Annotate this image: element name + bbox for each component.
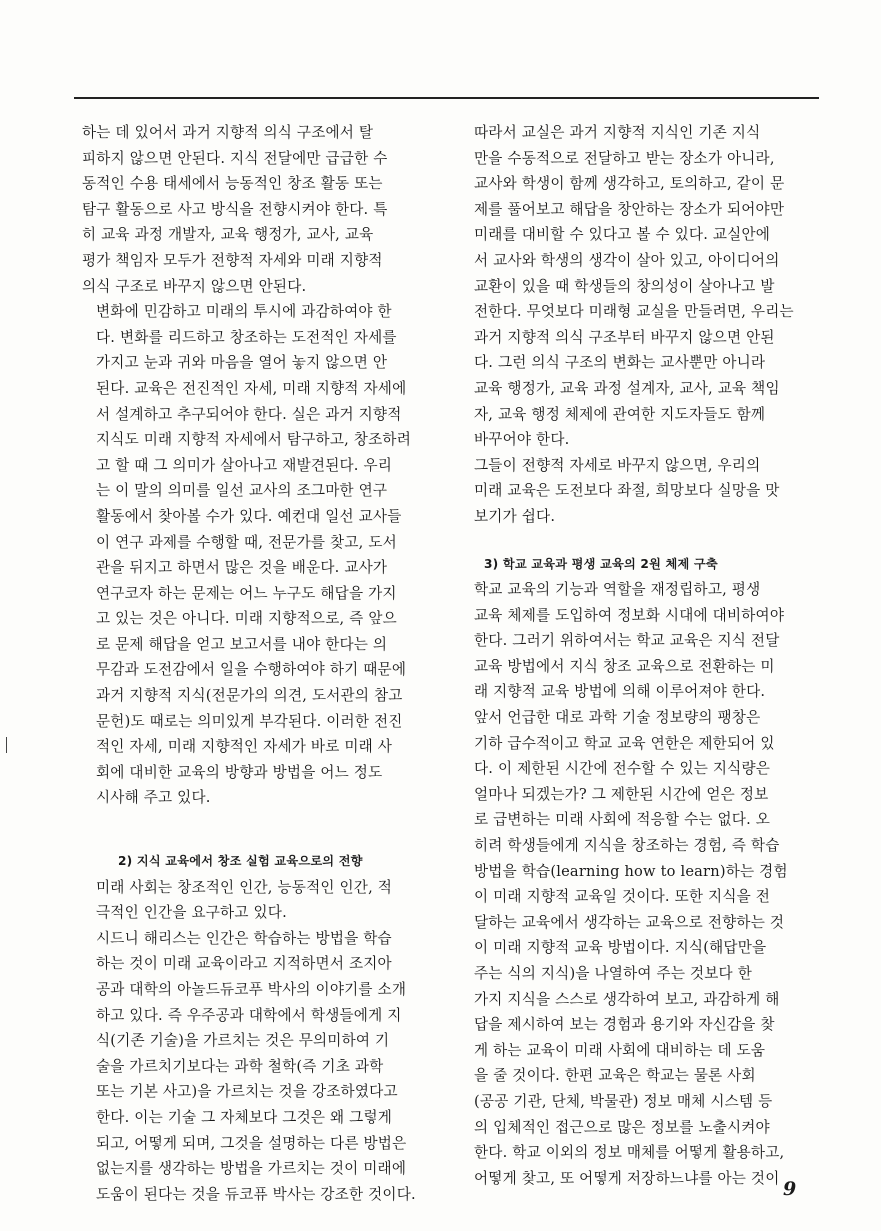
text-line: 교사와 학생이 함께 생각하고, 토의하고, 같이 문 (474, 175, 785, 193)
right-column (460, 120, 816, 1191)
text-line: 도움이 된다는 것을 듀코퓨 박사는 강조한 것이다. (96, 1185, 416, 1203)
left-para-4 (82, 926, 438, 1208)
text-line: 만을 수동적으로 전달하고 받는 장소가 아니라, (474, 149, 775, 167)
text-line: 답을 제시하여 보는 경험과 용기와 자신감을 찾 (474, 1016, 775, 1034)
text-line: 교환이 있을 때 학생들의 창의성이 살아나고 발 (474, 277, 775, 295)
text-line: 식(기존 기술)을 가르치는 것은 무의미하여 기 (96, 1032, 390, 1050)
text-line: 달하는 교육에서 생각하는 교육으로 전향하는 것 (474, 913, 785, 931)
text-line: 로 문제 해답을 얻고 보고서를 내야 한다는 의 (96, 635, 388, 653)
text-line: 술을 가르치기보다는 과학 철학(즉 기초 과학 (96, 1057, 384, 1075)
text-line: 다. 변화를 리드하고 창조하는 도전적인 자세를 (96, 328, 397, 346)
text-line: 동적인 수용 태세에서 능동적인 창조 활동 또는 (82, 175, 383, 193)
text-line: 고 할 때 그 의미가 살아나고 재발견된다. 우리 (96, 456, 393, 474)
text-line: 방법을 학습(learning how to learn)하는 경험 (474, 862, 788, 880)
text-line: 미래 교육은 도전보다 좌절, 희망보다 실망을 맛 (474, 482, 780, 500)
text-line: 고 있는 것은 아니다. 미래 지향적으로, 즉 앞으 (96, 610, 397, 628)
text-line: 이 미래 지향적 교육 방법이다. 지식(해답만을 (474, 939, 767, 957)
text-line: 기하 급수적이고 학교 교육 연한은 제한되어 있 (474, 734, 775, 752)
text-line: 의 입체적인 접근으로 많은 정보를 노출시켜야 (474, 1118, 770, 1136)
text-line: 하는 것이 미래 교육이라고 지적하면서 조지아 (96, 955, 392, 973)
text-line: 주는 식의 지식)을 나열하여 주는 것보다 한 (474, 965, 752, 982)
text-line: 피하지 않으면 안된다. 지식 전달에만 급급한 수 (82, 149, 388, 167)
right-para-3 (460, 577, 816, 1191)
text-line: 지식도 미래 지향적 자세에서 탐구하고, 창조하려 (96, 431, 411, 449)
left-column (82, 120, 438, 1207)
text-line: 되고, 어떻게 되며, 그것을 설명하는 다른 방법은 (96, 1134, 407, 1152)
text-line: 적인 자세, 미래 지향적인 자세가 바로 미래 사 (96, 738, 393, 756)
text-line: 가지 지식을 스스로 생각하여 보고, 과감하게 해 (474, 990, 780, 1008)
text-line: 한다. 이는 기술 그 자체보다 그것은 왜 그렇게 (96, 1108, 393, 1126)
margin-mark (6, 737, 7, 753)
text-line: 하는 데 있어서 과거 지향적 의식 구조에서 탈 (82, 124, 374, 141)
text-line: 교육 체제를 도입하여 정보화 시대에 대비하여야 (474, 606, 785, 624)
text-line: 관을 뒤지고 하면서 많은 것을 배운다. 교사가 (96, 559, 388, 577)
text-line: 히 교육 과정 개발자, 교육 행정가, 교사, 교육 (82, 226, 374, 244)
text-line: 을 줄 것이다. 한편 교육은 학교는 물론 사회 (474, 1067, 756, 1085)
text-line: 로 급변하는 미래 사회에 적응할 수는 없다. 오 (474, 811, 771, 829)
left-para-3 (82, 875, 438, 926)
text-line: 무감과 도전감에서 일을 수행하여야 하기 때문에 (96, 661, 407, 679)
text-line: 연구코자 하는 문제는 어느 누구도 해답을 가지 (96, 584, 397, 602)
text-line: 전한다. 무엇보다 미래형 교실을 만들려면, 우리는 (474, 303, 794, 321)
text-line: 활동에서 찾아볼 수가 있다. 예컨대 일선 교사들 (96, 507, 402, 525)
text-line: 얼마나 되겠는가? 그 제한된 시간에 얻은 정보 (474, 785, 769, 803)
text-line: 앞서 언급한 대로 과학 기술 정보량의 팽창은 (474, 709, 761, 727)
right-para-2 (460, 453, 816, 530)
text-line: 과거 지향적 의식 구조부터 바꾸지 않으면 안된 (474, 328, 775, 346)
text-line: (공공 기관, 단체, 박물관) 정보 매체 시스템 등 (474, 1092, 773, 1110)
right-para-1 (460, 120, 816, 453)
text-line: 또는 기본 사고)을 가르치는 것을 강조하였다고 (96, 1083, 398, 1101)
text-line: 의식 구조로 바꾸지 않으면 안된다. (82, 277, 307, 295)
text-line: 보기가 쉽다. (474, 507, 556, 525)
text-line: 서 설계하고 추구되어야 한다. 실은 과거 지향적 (96, 405, 402, 423)
section-heading-2: 2) 지식 교육에서 창조 실험 교육으로의 전향 (118, 854, 363, 869)
text-line: 변화에 민감하고 미래의 투시에 과감하여야 한 (96, 303, 392, 321)
text-line: 다. 그런 의식 구조의 변화는 교사뿐만 아니라 (474, 354, 766, 372)
left-para-1 (82, 120, 438, 299)
text-line: 하고 있다. 즉 우주공과 대학에서 학생들에게 지 (96, 1006, 402, 1024)
text-line: 탐구 활동으로 사고 방식을 전향시켜야 한다. 특 (82, 200, 388, 218)
page-number: 9 (783, 1178, 797, 1200)
text-line: 시드니 해리스는 인간은 학습하는 방법을 학습 (96, 929, 392, 947)
header-rule (74, 97, 819, 99)
text-line: 된다. 교육은 전진적인 자세, 미래 지향적 자세에 (96, 379, 407, 397)
left-para-2 (82, 299, 438, 811)
text-line: 미래를 대비할 수 있다고 볼 수 있다. 교실안에 (474, 226, 771, 244)
text-line: 어떻게 찾고, 또 어떻게 저장하느냐를 아는 것이 (474, 1169, 780, 1187)
text-line: 시사해 주고 있다. (96, 789, 211, 807)
text-line: 제를 풀어보고 해답을 창안하는 장소가 되어야만 (474, 200, 785, 218)
text-line: 그들이 전향적 자세로 바꾸지 않으면, 우리의 (474, 456, 761, 474)
text-line: 바꾸어야 한다. (474, 431, 570, 449)
text-line: 한다. 그러기 위하여서는 학교 교육은 지식 전달 (474, 632, 780, 650)
text-line: 따라서 교실은 과거 지향적 지식인 기존 지식 (474, 124, 761, 141)
text-line: 게 하는 교육이 미래 사회에 대비하는 데 도움 (474, 1041, 766, 1059)
text-line: 회에 대비한 교육의 방향과 방법을 어느 정도 (96, 763, 383, 781)
text-line: 문헌)도 때로는 의미있게 부각된다. 이러한 전진 (96, 712, 403, 730)
text-line: 이 미래 지향적 교육일 것이다. 또한 지식을 전 (474, 888, 771, 906)
text-line: 다. 이 제한된 시간에 전수할 수 있는 지식량은 (474, 760, 771, 778)
text-line: 평가 책임자 모두가 전향적 자세와 미래 지향적 (82, 251, 383, 269)
text-line: 이 연구 과제를 수행할 때, 전문가를 찾고, 도서 (96, 533, 397, 551)
text-line: 한다. 학교 이외의 정보 매체를 어떻게 활용하고, (474, 1144, 785, 1162)
text-line: 미래 사회는 창조적인 인간, 능동적인 인간, 적 (96, 878, 393, 896)
text-line: 서 교사와 학생의 생각이 살아 있고, 아이디어의 (474, 251, 780, 269)
text-line: 는 이 말의 의미를 일선 교사의 조그마한 연구 (96, 482, 388, 500)
text-line: 가지고 눈과 귀와 마음을 열어 놓지 않으면 안 (96, 354, 388, 372)
text-line: 없는지를 생각하는 방법을 가르치는 것이 미래에 (96, 1160, 407, 1178)
section-heading-3: 3) 학교 교육과 평생 교육의 2원 체제 구축 (484, 556, 718, 571)
text-line: 래 지향적 교육 방법에 의해 이루어져야 한다. (474, 683, 766, 701)
text-line: 학교 교육의 기능과 역할을 재정립하고, 평생 (474, 581, 761, 599)
text-line: 교육 행정가, 교육 과정 설계자, 교사, 교육 책임 (474, 379, 780, 397)
text-line: 교육 방법에서 지식 창조 교육으로 전환하는 미 (474, 657, 775, 675)
text-line: 히려 학생들에게 지식을 창조하는 경험, 즉 학습 (474, 837, 780, 855)
text-line: 극적인 인간을 요구하고 있다. (96, 904, 287, 922)
text-line: 과거 지향적 지식(전문가의 의견, 도서관의 참고 (96, 687, 403, 705)
text-line: 공과 대학의 아놀드듀코푸 박사의 이야기를 소개 (96, 981, 407, 998)
text-line: 자, 교육 행정 체제에 관여한 지도자들도 함께 (474, 405, 766, 423)
